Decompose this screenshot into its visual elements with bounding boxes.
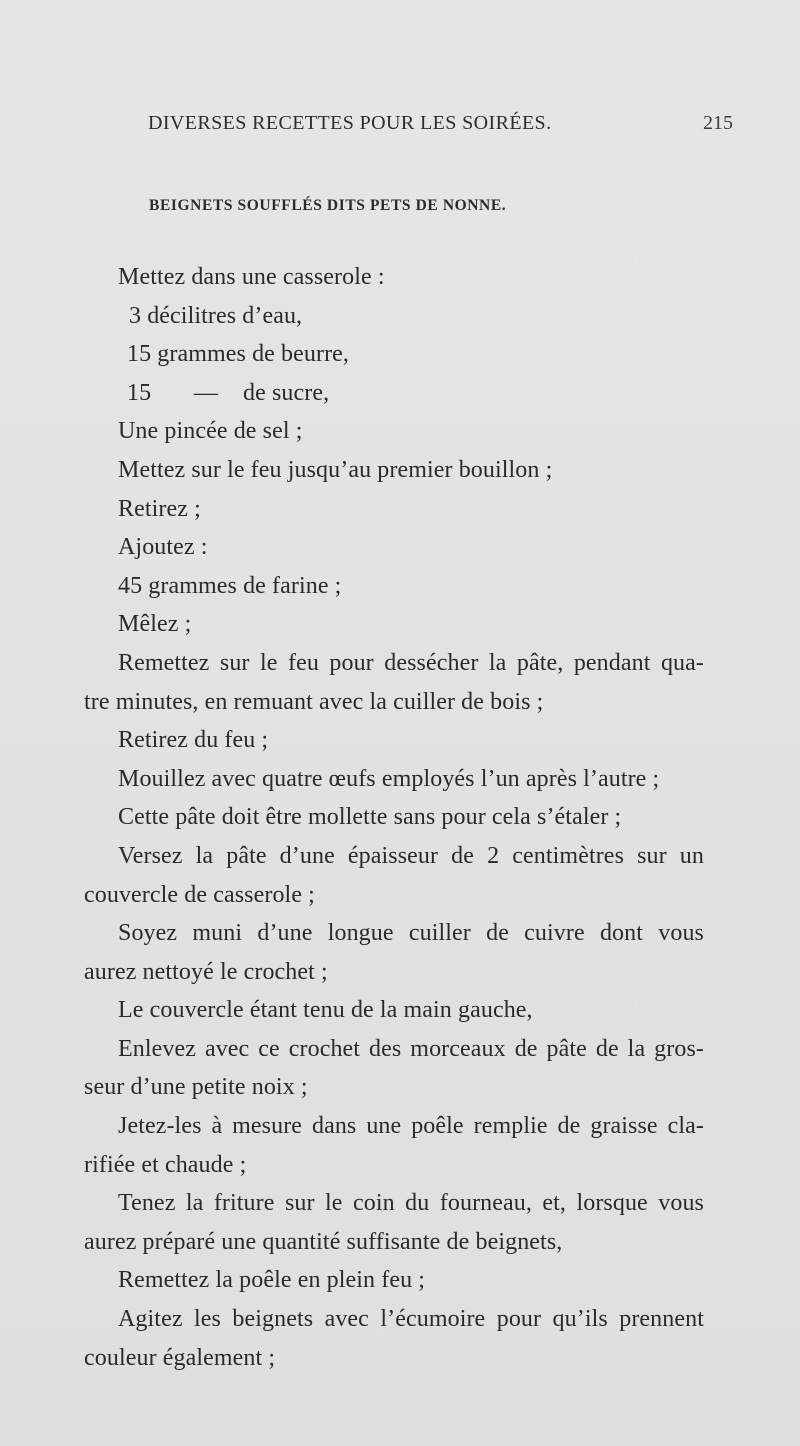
running-title: DIVERSES RECETTES POUR LES SOIRÉES. bbox=[148, 112, 552, 134]
ditto-dash: — bbox=[193, 379, 219, 406]
recipe-line: Soyez muni d’une longue cuiller de cuivre dont vous bbox=[118, 920, 704, 947]
recipe-line: Enlevez avec ce crochet des morceaux de pâte de la gros- bbox=[118, 1035, 704, 1062]
recipe-line: rifiée et chaude ; bbox=[84, 1151, 247, 1178]
recipe-line: Mêlez ; bbox=[118, 611, 192, 638]
recipe-line: 3 décilitres d’eau, bbox=[129, 302, 303, 329]
recipe-line: Cette pâte doit être mollette sans pour cela s’étaler ; bbox=[118, 804, 622, 831]
page-number: 215 bbox=[703, 112, 733, 134]
ingredient-text: de sucre, bbox=[243, 379, 330, 406]
recipe-line: couleur également ; bbox=[84, 1344, 276, 1371]
recipe-line: 45 grammes de farine ; bbox=[118, 572, 342, 599]
recipe-line: Ajoutez : bbox=[118, 534, 208, 561]
recipe-line: Une pincée de sel ; bbox=[118, 418, 303, 445]
recipe-line: Le couvercle étant tenu de la main gauche, bbox=[118, 997, 533, 1024]
recipe-line: Remettez sur le feu pour dessécher la pâte, pendant qua- bbox=[118, 649, 704, 676]
recipe-line: Remettez la poêle en plein feu ; bbox=[118, 1267, 426, 1294]
recipe-line: Retirez du feu ; bbox=[118, 727, 269, 754]
recipe-line: Mouillez avec quatre œufs employés l’un après l’autre ; bbox=[118, 765, 660, 792]
recipe-line bbox=[84, 374, 704, 413]
recipe-line: Mettez dans une casserole : bbox=[118, 264, 385, 290]
recipe-body bbox=[84, 258, 704, 1377]
recipe-title: BEIGNETS SOUFFLÉS DITS PETS DE NONNE. bbox=[149, 197, 507, 214]
recipe-line: Retirez ; bbox=[118, 495, 201, 522]
recipe-line: Agitez les beignets avec l’écumoire pour qu’ils prennent bbox=[118, 1306, 704, 1333]
recipe-line: couvercle de casserole ; bbox=[84, 881, 315, 908]
recipe-line: Tenez la friture sur le coin du fourneau, et, lorsque vous bbox=[118, 1190, 704, 1217]
recipe-line: 15 grammes de beurre, bbox=[127, 341, 350, 368]
recipe-line: Versez la pâte d’une épaisseur de 2 centimètres sur un bbox=[118, 842, 704, 869]
recipe-line: tre minutes, en remuant avec la cuiller de bois ; bbox=[84, 688, 544, 715]
recipe-line: Mettez sur le feu jusqu’au premier bouillon ; bbox=[118, 456, 553, 483]
recipe-line: aurez préparé une quantité suffisante de beignets, bbox=[84, 1228, 563, 1255]
recipe-line: seur d’une petite noix ; bbox=[84, 1074, 308, 1101]
recipe-line: Jetez-les à mesure dans une poêle remplie de graisse cla- bbox=[118, 1113, 704, 1140]
recipe-line: aurez nettoyé le crochet ; bbox=[84, 958, 328, 985]
quantity-number: 15 bbox=[127, 379, 152, 406]
